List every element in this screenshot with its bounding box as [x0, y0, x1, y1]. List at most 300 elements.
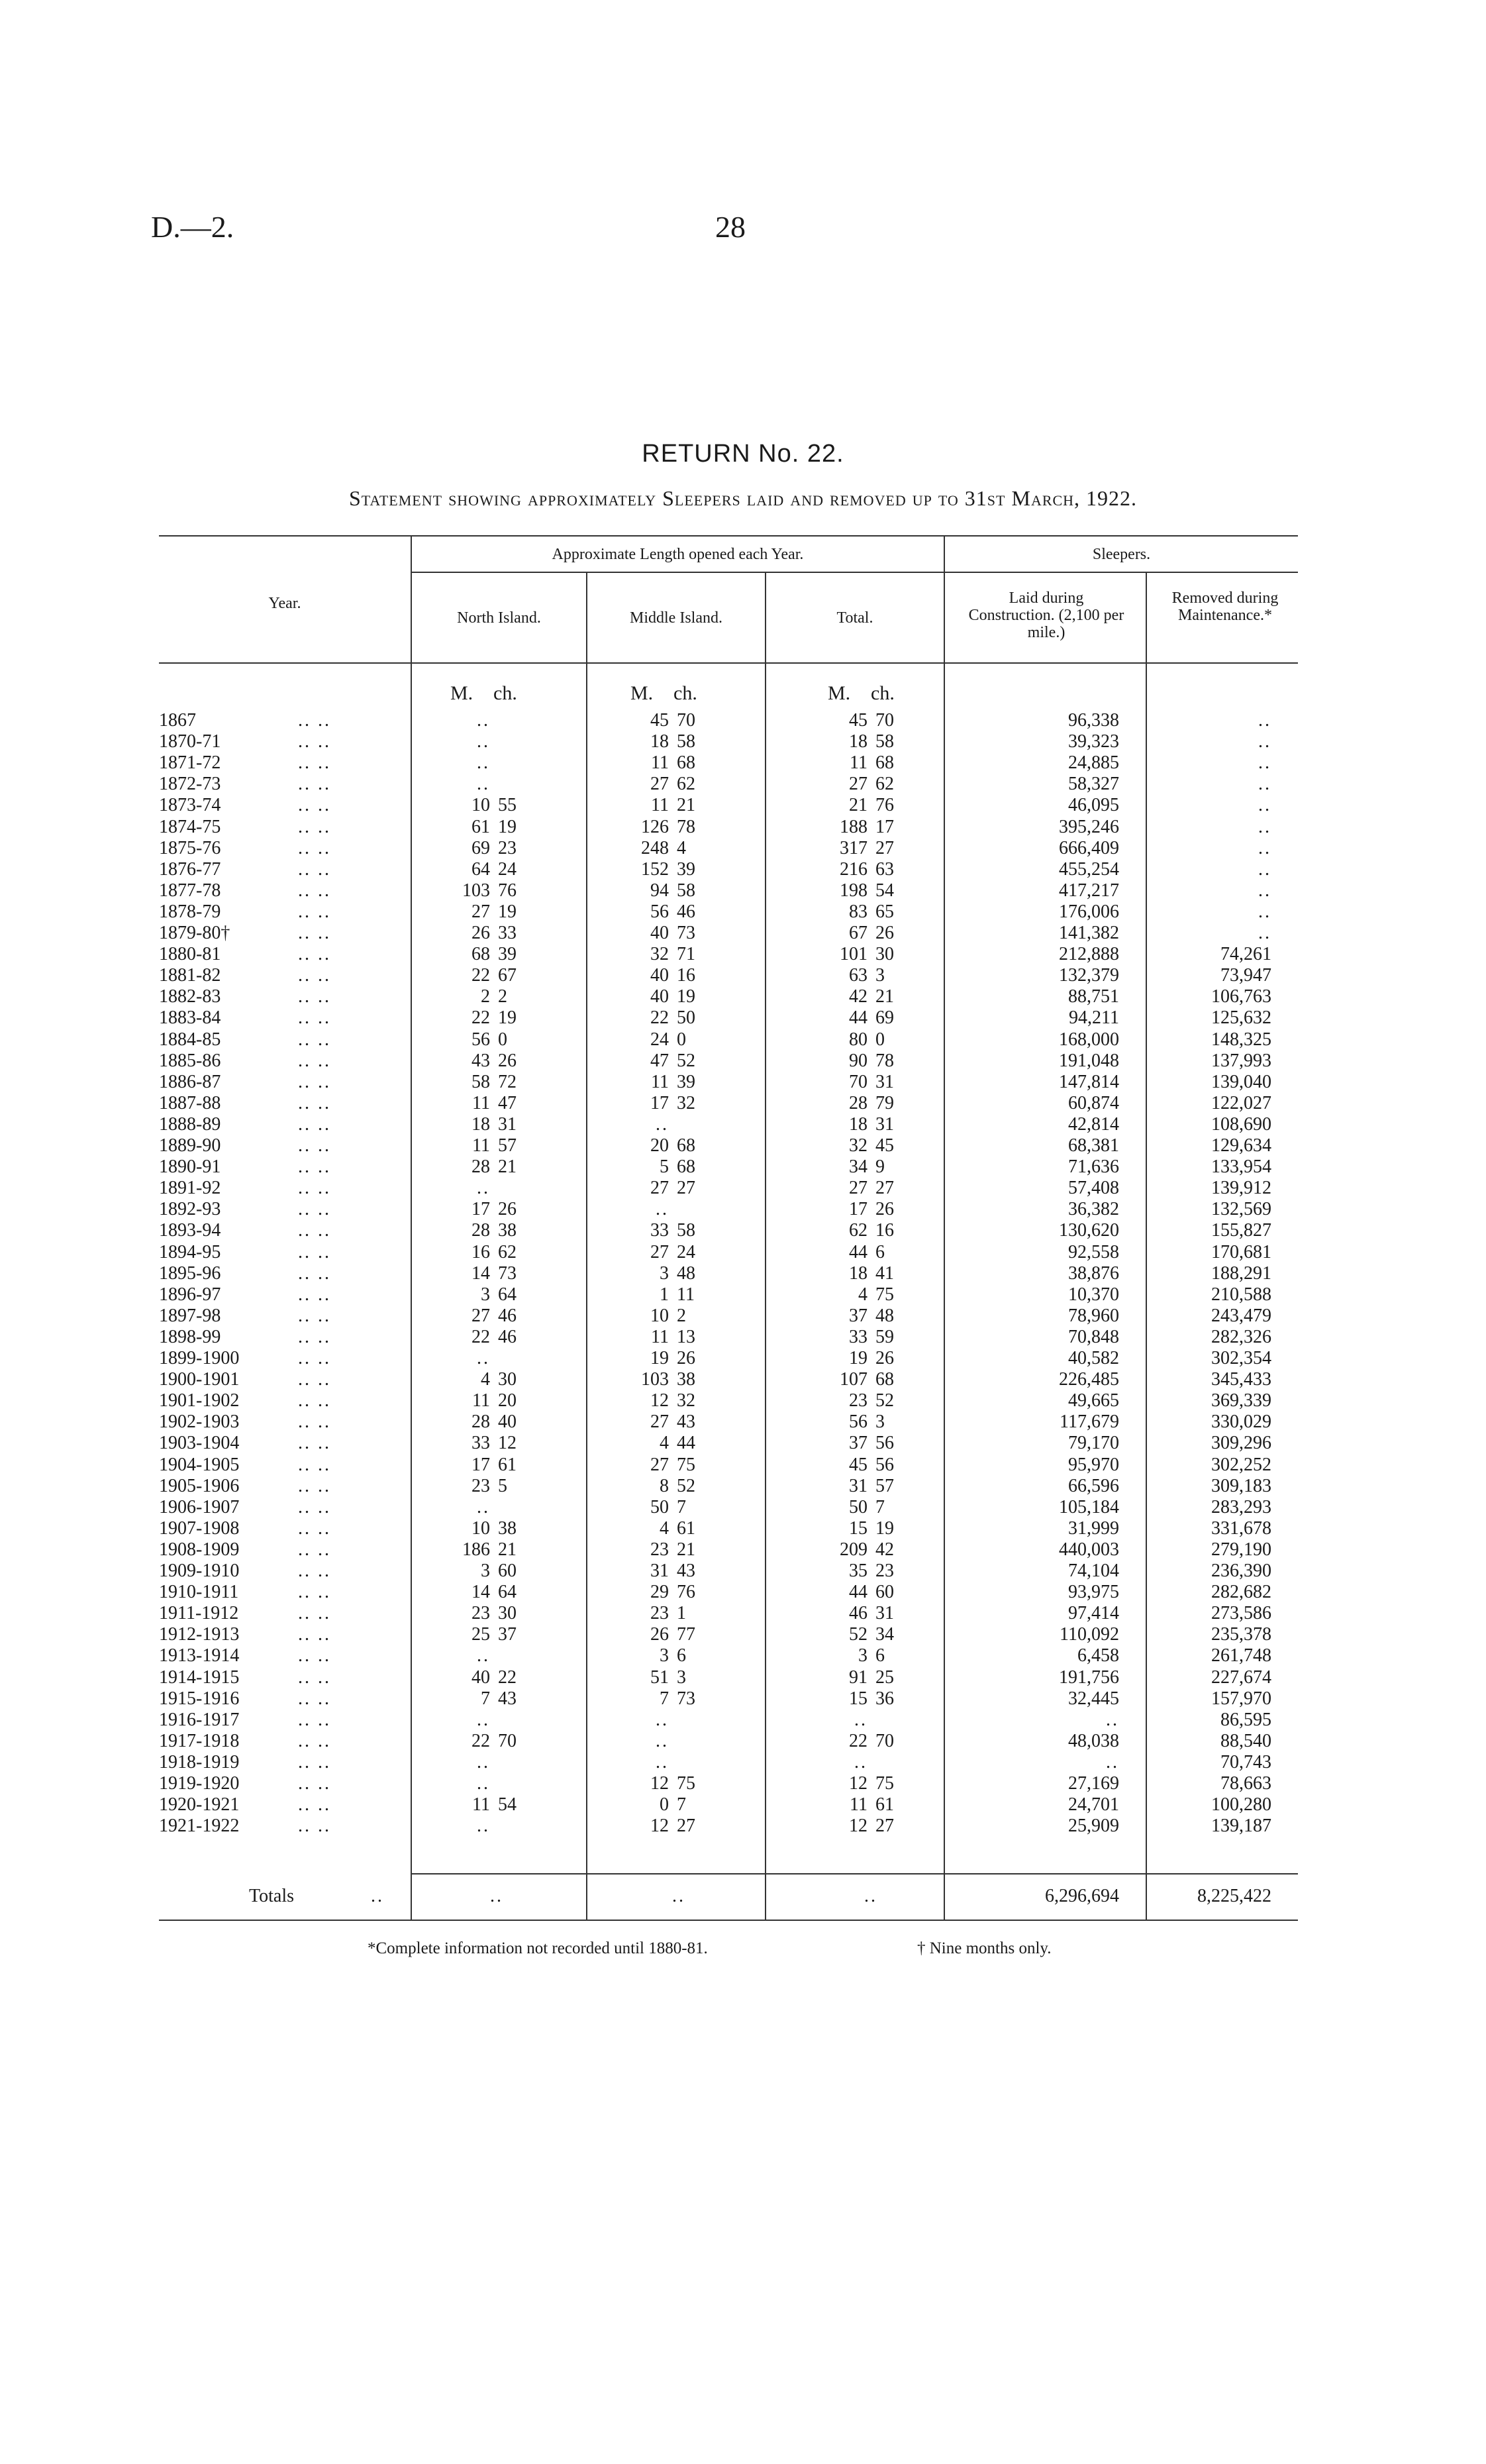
- cell-removed: 302,354: [1211, 1348, 1271, 1368]
- cell-north-ch: 57: [498, 1135, 517, 1156]
- cell-year: 1883-84: [159, 1007, 221, 1028]
- row-leader-dots: .. ..: [298, 1752, 331, 1772]
- cell-removed: 345,433: [1211, 1369, 1271, 1390]
- cell-removed: 74,261: [1220, 944, 1271, 964]
- cell-middle-ch: 7: [677, 1497, 686, 1517]
- cell-middle-m: 5: [660, 1156, 669, 1177]
- cell-total-ch: 9: [875, 1156, 885, 1177]
- cell-north-m: 22: [471, 1731, 490, 1751]
- cell-laid: 95,970: [1068, 1455, 1119, 1475]
- cell-middle-m: 18: [650, 731, 669, 752]
- row-leader-dots: .. ..: [298, 817, 331, 837]
- cell-middle-m: 11: [651, 795, 669, 815]
- cell-north-m: 2: [481, 986, 490, 1007]
- cell-north-m: ..: [477, 1178, 490, 1198]
- cell-removed: 155,827: [1211, 1220, 1271, 1241]
- row-leader-dots: .. ..: [298, 965, 331, 986]
- cell-laid: 57,408: [1068, 1178, 1119, 1198]
- cell-total-m: 44: [849, 1582, 867, 1602]
- cell-removed: 106,763: [1211, 986, 1271, 1007]
- cell-middle-m: 10: [650, 1306, 669, 1326]
- cell-north-m: ..: [477, 1752, 490, 1772]
- row-leader-dots: .. ..: [298, 1029, 331, 1050]
- cell-north-m: 17: [471, 1455, 490, 1475]
- cell-middle-m: 12: [650, 1773, 669, 1794]
- cell-north-ch: 46: [498, 1306, 517, 1326]
- cell-north-m: 103: [462, 880, 490, 901]
- cell-total-m: 42: [849, 986, 867, 1007]
- cell-total-ch: 69: [875, 1007, 894, 1028]
- cell-total-ch: 31: [875, 1072, 894, 1092]
- cell-north-ch: 0: [498, 1029, 507, 1050]
- cell-removed: 273,586: [1211, 1603, 1271, 1623]
- north-middle-divider: [586, 572, 587, 1920]
- cell-north-ch: 30: [498, 1603, 517, 1623]
- cell-total-ch: 31: [875, 1603, 894, 1623]
- cell-north-m: 43: [471, 1051, 490, 1071]
- cell-middle-ch: 70: [677, 710, 695, 731]
- cell-middle-m: 47: [650, 1051, 669, 1071]
- cell-year: 1905-1906: [159, 1476, 240, 1496]
- cell-total-m: 80: [849, 1029, 867, 1050]
- cell-total-m: 31: [849, 1476, 867, 1496]
- cell-total-m: 46: [849, 1603, 867, 1623]
- cell-laid: 46,095: [1068, 795, 1119, 815]
- cell-total-ch: 0: [875, 1029, 885, 1050]
- cell-year: 1867: [159, 710, 196, 731]
- row-leader-dots: .. ..: [298, 986, 331, 1007]
- cell-north-ch: 72: [498, 1072, 517, 1092]
- cell-total-ch: 79: [875, 1093, 894, 1113]
- cell-total-m: 15: [849, 1688, 867, 1709]
- row-leader-dots: .. ..: [298, 1688, 331, 1709]
- cell-middle-m: ..: [656, 1199, 669, 1219]
- cell-laid: 212,888: [1059, 944, 1119, 964]
- cell-total-ch: 3: [875, 965, 885, 986]
- sleepers-table: [159, 535, 1298, 1926]
- cell-north-m: 4: [481, 1369, 490, 1390]
- cell-total-ch: 60: [875, 1582, 894, 1602]
- cell-laid: 110,092: [1060, 1624, 1119, 1645]
- cell-middle-ch: 46: [677, 901, 695, 922]
- cell-laid: 39,323: [1068, 731, 1119, 752]
- cell-north-m: 186: [462, 1539, 490, 1560]
- cell-removed: ..: [1258, 880, 1271, 901]
- cell-total-ch: 54: [875, 880, 894, 901]
- row-leader-dots: .. ..: [298, 1710, 331, 1730]
- cell-north-ch: 21: [498, 1539, 517, 1560]
- cell-north-m: 28: [471, 1220, 490, 1241]
- cell-north-m: 11: [472, 1390, 490, 1411]
- row-leader-dots: .. ..: [298, 1412, 331, 1432]
- cell-removed: 133,954: [1211, 1156, 1271, 1177]
- cell-removed: 78,663: [1220, 1773, 1271, 1794]
- document-reference: D.—2.: [151, 210, 234, 244]
- cell-total-ch: 63: [875, 859, 894, 880]
- cell-laid: 10,370: [1068, 1284, 1119, 1305]
- cell-total-m: 198: [840, 880, 867, 901]
- row-leader-dots: .. ..: [298, 1667, 331, 1688]
- cell-year: 1896-97: [159, 1284, 221, 1305]
- cell-year: 1895-96: [159, 1263, 221, 1284]
- cell-middle-ch: 21: [677, 795, 695, 815]
- cell-total-m: 22: [849, 1731, 867, 1751]
- cell-total-ch: 42: [875, 1539, 894, 1560]
- cell-north-m: 11: [472, 1135, 490, 1156]
- cell-middle-ch: 78: [677, 817, 695, 837]
- cell-year: 1919-1920: [159, 1773, 240, 1794]
- totals-middle: ..: [672, 1886, 685, 1906]
- cell-total-m: 56: [849, 1412, 867, 1432]
- cell-north-m: 68: [471, 944, 490, 964]
- cell-total-m: ..: [854, 1752, 867, 1772]
- cell-laid: 24,885: [1068, 752, 1119, 773]
- cell-laid: 191,756: [1059, 1667, 1119, 1688]
- cell-laid: 32,445: [1068, 1688, 1119, 1709]
- header-removed-during-maintenance: Removed during Maintenance.*: [1171, 590, 1279, 624]
- cell-middle-ch: 26: [677, 1348, 695, 1368]
- cell-laid: 666,409: [1059, 838, 1119, 858]
- cell-middle-m: 3: [660, 1263, 669, 1284]
- cell-year: 1893-94: [159, 1220, 221, 1241]
- cell-middle-ch: 61: [677, 1518, 695, 1539]
- cell-north-m: ..: [477, 774, 490, 794]
- cell-total-ch: 65: [875, 901, 894, 922]
- cell-removed: 227,674: [1211, 1667, 1271, 1688]
- cell-removed: 100,280: [1211, 1794, 1271, 1815]
- cell-laid: 141,382: [1059, 923, 1119, 943]
- cell-total-ch: 56: [875, 1455, 894, 1475]
- cell-total-ch: 21: [875, 986, 894, 1007]
- cell-total-ch: 62: [875, 774, 894, 794]
- cell-total-m: 209: [840, 1539, 867, 1560]
- cell-north-m: 61: [471, 817, 490, 837]
- cell-laid: 226,485: [1059, 1369, 1119, 1390]
- cell-removed: 261,748: [1211, 1645, 1271, 1666]
- cell-north-m: ..: [477, 1348, 490, 1368]
- cell-total-ch: 58: [875, 731, 894, 752]
- cell-year: 1914-1915: [159, 1667, 240, 1688]
- unit-north-miles: M.: [450, 682, 473, 704]
- cell-removed: 139,912: [1211, 1178, 1271, 1198]
- length-sleepers-divider: [944, 535, 945, 1920]
- cell-north-m: 22: [471, 1327, 490, 1347]
- row-leader-dots: .. ..: [298, 1199, 331, 1219]
- row-leader-dots: .. ..: [298, 1369, 331, 1390]
- cell-total-m: 67: [849, 923, 867, 943]
- cell-total-m: 50: [849, 1497, 867, 1517]
- cell-laid: 440,003: [1059, 1539, 1119, 1560]
- cell-laid: 71,636: [1068, 1156, 1119, 1177]
- cell-laid: 49,665: [1068, 1390, 1119, 1411]
- cell-total-ch: 56: [875, 1433, 894, 1453]
- header-laid-during-construction: Laid during Construction. (2,100 per mile.): [968, 590, 1124, 641]
- cell-middle-m: 103: [641, 1369, 669, 1390]
- cell-north-ch: 47: [498, 1093, 517, 1113]
- cell-year: 1917-1918: [159, 1731, 240, 1751]
- cell-north-m: ..: [477, 1710, 490, 1730]
- cell-total-m: 317: [840, 838, 867, 858]
- cell-laid: 88,751: [1068, 986, 1119, 1007]
- cell-middle-ch: 43: [677, 1412, 695, 1432]
- row-leader-dots: .. ..: [298, 1624, 331, 1645]
- cell-north-m: 58: [471, 1072, 490, 1092]
- cell-north-ch: 19: [498, 901, 517, 922]
- cell-total-ch: 52: [875, 1390, 894, 1411]
- cell-middle-ch: 52: [677, 1476, 695, 1496]
- cell-removed: 70,743: [1220, 1752, 1271, 1772]
- cell-total-ch: 76: [875, 795, 894, 815]
- cell-north-ch: 40: [498, 1412, 517, 1432]
- cell-north-ch: 38: [498, 1518, 517, 1539]
- cell-north-ch: 38: [498, 1220, 517, 1241]
- cell-north-m: 25: [471, 1624, 490, 1645]
- cell-north-ch: 12: [498, 1433, 517, 1453]
- cell-laid: 27,169: [1068, 1773, 1119, 1794]
- cell-middle-m: 40: [650, 923, 669, 943]
- cell-year: 1899-1900: [159, 1348, 240, 1368]
- cell-laid: 168,000: [1059, 1029, 1119, 1050]
- cell-north-ch: 70: [498, 1731, 517, 1751]
- cell-removed: 330,029: [1211, 1412, 1271, 1432]
- row-leader-dots: .. ..: [298, 1497, 331, 1517]
- cell-middle-ch: 19: [677, 986, 695, 1007]
- cell-north-m: 56: [471, 1029, 490, 1050]
- cell-middle-ch: 43: [677, 1561, 695, 1581]
- cell-north-m: ..: [477, 1645, 490, 1666]
- cell-total-m: 83: [849, 901, 867, 922]
- cell-year: 1900-1901: [159, 1369, 240, 1390]
- cell-middle-ch: 4: [677, 838, 686, 858]
- cell-total-m: 70: [849, 1072, 867, 1092]
- cell-middle-m: 32: [650, 944, 669, 964]
- cell-year: 1912-1913: [159, 1624, 240, 1645]
- cell-year: 1885-86: [159, 1051, 221, 1071]
- cell-total-ch: 59: [875, 1327, 894, 1347]
- row-leader-dots: .. ..: [298, 1093, 331, 1113]
- cell-removed: 129,634: [1211, 1135, 1271, 1156]
- cell-north-m: 23: [471, 1603, 490, 1623]
- cell-year: 1913-1914: [159, 1645, 240, 1666]
- cell-north-m: 64: [471, 859, 490, 880]
- cell-year: 1915-1916: [159, 1688, 240, 1709]
- cell-year: 1894-95: [159, 1242, 221, 1262]
- cell-total-m: 35: [849, 1561, 867, 1581]
- cell-removed: 243,479: [1211, 1306, 1271, 1326]
- cell-total-m: 91: [849, 1667, 867, 1688]
- year-column-divider: [411, 535, 412, 1920]
- cell-removed: 137,993: [1211, 1051, 1271, 1071]
- cell-middle-m: 23: [650, 1603, 669, 1623]
- row-leader-dots: .. ..: [298, 731, 331, 752]
- cell-laid: 132,379: [1059, 965, 1119, 986]
- cell-middle-ch: 73: [677, 923, 695, 943]
- cell-removed: 139,187: [1211, 1816, 1271, 1836]
- cell-north-ch: 60: [498, 1561, 517, 1581]
- cell-middle-m: 27: [650, 774, 669, 794]
- cell-middle-ch: 50: [677, 1007, 695, 1028]
- cell-north-ch: 46: [498, 1327, 517, 1347]
- cell-laid: 58,327: [1068, 774, 1119, 794]
- totals-total: ..: [864, 1886, 877, 1906]
- row-leader-dots: .. ..: [298, 1433, 331, 1453]
- cell-middle-m: 11: [651, 1327, 669, 1347]
- row-leader-dots: .. ..: [298, 1263, 331, 1284]
- cell-year: 1878-79: [159, 901, 221, 922]
- cell-middle-m: 23: [650, 1539, 669, 1560]
- cell-north-m: 18: [471, 1114, 490, 1135]
- cell-north-m: 40: [471, 1667, 490, 1688]
- cell-middle-m: 24: [650, 1029, 669, 1050]
- row-leader-dots: .. ..: [298, 1603, 331, 1623]
- cell-laid: 78,960: [1068, 1306, 1119, 1326]
- cell-year: 1887-88: [159, 1093, 221, 1113]
- cell-total-m: 45: [849, 710, 867, 731]
- cell-middle-m: 29: [650, 1582, 669, 1602]
- cell-middle-m: 152: [641, 859, 669, 880]
- cell-year: 1876-77: [159, 859, 221, 880]
- cell-removed: 282,682: [1211, 1582, 1271, 1602]
- totals-laid: 6,296,694: [1045, 1886, 1119, 1906]
- cell-removed: 139,040: [1211, 1072, 1271, 1092]
- unit-middle-chains: ch.: [673, 682, 697, 704]
- row-leader-dots: .. ..: [298, 752, 331, 773]
- cell-north-m: 22: [471, 965, 490, 986]
- cell-total-m: 37: [849, 1306, 867, 1326]
- cell-total-m: 62: [849, 1220, 867, 1241]
- cell-middle-m: ..: [656, 1731, 669, 1751]
- cell-year: 1903-1904: [159, 1433, 240, 1453]
- cell-total-ch: 70: [875, 1731, 894, 1751]
- cell-removed: 125,632: [1211, 1007, 1271, 1028]
- cell-removed: 132,569: [1211, 1199, 1271, 1219]
- cell-middle-m: 8: [660, 1476, 669, 1496]
- cell-year: 1920-1921: [159, 1794, 240, 1815]
- table-bottom-rule: [159, 1920, 1298, 1921]
- cell-removed: 279,190: [1211, 1539, 1271, 1560]
- cell-middle-ch: 68: [677, 1135, 695, 1156]
- cell-total-m: 4: [858, 1284, 867, 1305]
- cell-north-ch: 30: [498, 1369, 517, 1390]
- cell-middle-ch: 58: [677, 731, 695, 752]
- row-leader-dots: .. ..: [298, 795, 331, 815]
- cell-year: 1901-1902: [159, 1390, 240, 1411]
- cell-total-m: 44: [849, 1007, 867, 1028]
- cell-north-ch: 19: [498, 1007, 517, 1028]
- row-leader-dots: .. ..: [298, 1284, 331, 1305]
- cell-laid: 395,246: [1059, 817, 1119, 837]
- cell-total-ch: 34: [875, 1624, 894, 1645]
- cell-removed: ..: [1258, 901, 1271, 922]
- cell-total-m: 45: [849, 1455, 867, 1475]
- page-number: 28: [715, 210, 746, 244]
- cell-year: 1897-98: [159, 1306, 221, 1326]
- unit-north-chains: ch.: [493, 682, 517, 704]
- cell-middle-ch: 38: [677, 1369, 695, 1390]
- cell-middle-ch: 71: [677, 944, 695, 964]
- cell-year: 1889-90: [159, 1135, 221, 1156]
- cell-middle-m: 51: [650, 1667, 669, 1688]
- cell-total-ch: 3: [875, 1412, 885, 1432]
- cell-middle-m: 45: [650, 710, 669, 731]
- cell-laid: 130,620: [1059, 1220, 1119, 1241]
- cell-total-m: 90: [849, 1051, 867, 1071]
- cell-total-ch: 27: [875, 1816, 894, 1836]
- cell-middle-ch: 13: [677, 1327, 695, 1347]
- cell-total-m: 27: [849, 1178, 867, 1198]
- cell-total-m: 12: [849, 1816, 867, 1836]
- cell-removed: 170,681: [1211, 1242, 1271, 1262]
- cell-total-m: 52: [849, 1624, 867, 1645]
- cell-north-m: 3: [481, 1561, 490, 1581]
- cell-total-ch: 57: [875, 1476, 894, 1496]
- unit-middle-miles: M.: [630, 682, 654, 704]
- cell-total-m: 21: [849, 795, 867, 815]
- header-sleepers: Sleepers.: [1092, 546, 1151, 563]
- cell-middle-ch: 62: [677, 774, 695, 794]
- cell-middle-m: 27: [650, 1242, 669, 1262]
- cell-middle-m: ..: [656, 1752, 669, 1772]
- cell-north-ch: 62: [498, 1242, 517, 1262]
- row-leader-dots: .. ..: [298, 1242, 331, 1262]
- cell-middle-ch: 75: [677, 1773, 695, 1794]
- cell-year: 1877-78: [159, 880, 221, 901]
- cell-north-ch: 73: [498, 1263, 517, 1284]
- header-bottom-rule: [159, 662, 1298, 664]
- cell-total-m: 101: [840, 944, 867, 964]
- cell-middle-ch: 76: [677, 1582, 695, 1602]
- cell-north-m: 27: [471, 1306, 490, 1326]
- cell-removed: 88,540: [1220, 1731, 1271, 1751]
- cell-north-ch: 61: [498, 1455, 517, 1475]
- cell-removed: 282,326: [1211, 1327, 1271, 1347]
- cell-total-m: 34: [849, 1156, 867, 1177]
- cell-total-ch: 31: [875, 1114, 894, 1135]
- cell-total-m: 188: [840, 817, 867, 837]
- cell-middle-ch: 58: [677, 1220, 695, 1241]
- cell-laid: 40,582: [1068, 1348, 1119, 1368]
- cell-total-ch: 78: [875, 1051, 894, 1071]
- cell-removed: ..: [1258, 774, 1271, 794]
- cell-laid: 60,874: [1068, 1093, 1119, 1113]
- cell-laid: 25,909: [1068, 1816, 1119, 1836]
- cell-middle-m: 40: [650, 986, 669, 1007]
- cell-total-m: 18: [849, 731, 867, 752]
- table-top-rule: [159, 535, 1298, 537]
- cell-laid: 176,006: [1059, 901, 1119, 922]
- cell-total-ch: 68: [875, 752, 894, 773]
- cell-removed: 283,293: [1211, 1497, 1271, 1517]
- cell-middle-ch: 68: [677, 752, 695, 773]
- cell-middle-m: 4: [660, 1433, 669, 1453]
- cell-middle-m: 126: [641, 817, 669, 837]
- cell-laid: ..: [1106, 1710, 1119, 1730]
- cell-total-ch: 75: [875, 1773, 894, 1794]
- cell-year: 1902-1903: [159, 1412, 240, 1432]
- cell-year: 1911-1912: [159, 1603, 239, 1623]
- cell-north-ch: 37: [498, 1624, 517, 1645]
- cell-north-m: 3: [481, 1284, 490, 1305]
- cell-middle-m: 0: [660, 1794, 669, 1815]
- row-leader-dots: .. ..: [298, 710, 331, 731]
- cell-year: 1873-74: [159, 795, 221, 815]
- cell-removed: 188,291: [1211, 1263, 1271, 1284]
- cell-middle-m: 22: [650, 1007, 669, 1028]
- cell-north-m: 11: [472, 1093, 490, 1113]
- header-middle-island: Middle Island.: [630, 609, 722, 627]
- row-leader-dots: .. ..: [298, 1561, 331, 1581]
- header-total: Total.: [836, 609, 873, 627]
